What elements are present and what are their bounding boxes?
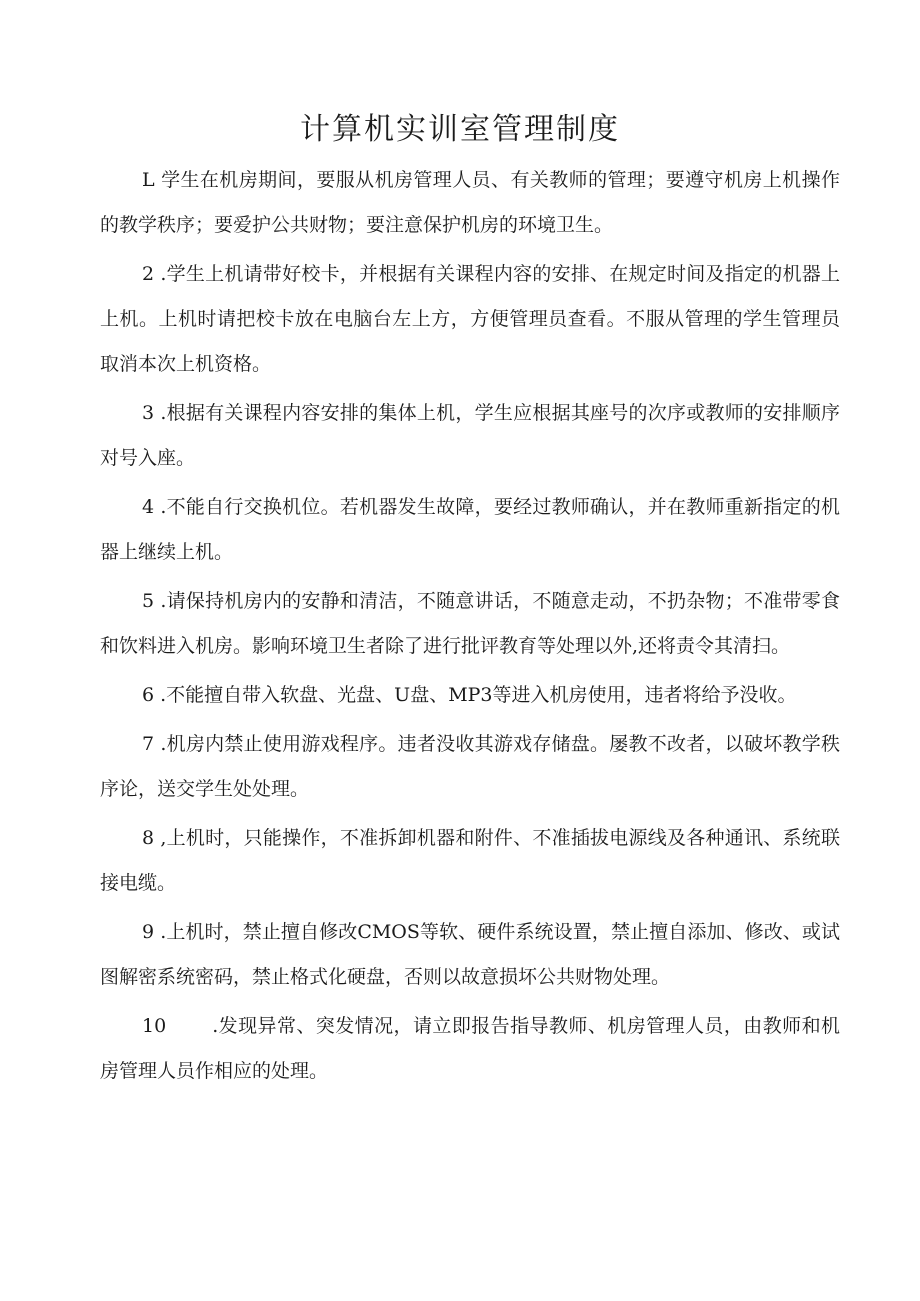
rule-paragraph-5 xyxy=(100,579,840,669)
rule-text: .学生上机请带好校卡，并根据有关课程内容的安排、在规定时间及指定的机器上上机。上机时请把校卡放在电脑台左上方，方便管理员查看。不服从管理的学生管理员取消本次上机资格。 xyxy=(100,263,840,375)
rule-text: .根据有关课程内容安排的集体上机，学生应根据其座号的次序或教师的安排顺序对号入座。 xyxy=(100,402,840,469)
rule-number: 3 xyxy=(142,402,155,424)
rule-paragraph-4 xyxy=(100,485,840,575)
rule-text: .上机时，禁止擅自修改CMOS等软、硬件系统设置，禁止擅自添加、修改、或试图解密系统密码，禁止格式化硬盘，否则以故意损坏公共财物处理。 xyxy=(100,921,840,988)
rule-text: .请保持机房内的安静和清洁，不随意讲话，不随意走动，不扔杂物；不准带零食和饮料进入机房。影响环境卫生者除了进行批评教育等处理以外,还将责令其清扫。 xyxy=(100,590,840,657)
rule-number: 8 xyxy=(142,827,155,849)
rule-number: 4 xyxy=(142,496,155,518)
rule-text: 学生在机房期间，要服从机房管理人员、有关教师的管理；要遵守机房上机操作的教学秩序；要爱护公共财物；要注意保护机房的环境卫生。 xyxy=(100,169,840,236)
rule-paragraph-7 xyxy=(100,722,840,812)
rule-number: 10 xyxy=(142,1015,167,1037)
rule-number: 2 xyxy=(142,263,155,285)
rule-text: .机房内禁止使用游戏程序。违者没收其游戏存储盘。屡教不改者，以破坏教学秩序论，送交学生处处理。 xyxy=(100,733,840,800)
document-body xyxy=(100,158,840,1098)
rule-paragraph-3 xyxy=(100,391,840,481)
rule-paragraph-6 xyxy=(100,673,840,718)
rule-number: 6 xyxy=(142,684,155,706)
rule-paragraph-1 xyxy=(100,158,840,248)
rule-number: 9 xyxy=(142,921,155,943)
rule-text: ,上机时，只能操作，不准拆卸机器和附件、不准插拔电源线及各种通讯、系统联接电缆。 xyxy=(100,827,840,894)
rule-text: .发现异常、突发情况，请立即报告指导教师、机房管理人员，由教师和机房管理人员作相应的处理。 xyxy=(100,1015,840,1082)
rule-paragraph-9 xyxy=(100,910,840,1000)
document-title: 计算机实训室管理制度 xyxy=(300,112,620,147)
rule-number: 7 xyxy=(142,733,155,755)
rule-text: .不能擅自带入软盘、光盘、U盘、MP3等进入机房使用，违者将给予没收。 xyxy=(160,684,797,706)
rule-paragraph-8 xyxy=(100,816,840,906)
rule-paragraph-2 xyxy=(100,252,840,387)
rule-text: .不能自行交换机位。若机器发生故障，要经过教师确认，并在教师重新指定的机器上继续上机。 xyxy=(100,496,840,563)
rule-number: L xyxy=(142,169,155,191)
rule-paragraph-10 xyxy=(100,1004,840,1094)
rule-number: 5 xyxy=(142,590,155,612)
